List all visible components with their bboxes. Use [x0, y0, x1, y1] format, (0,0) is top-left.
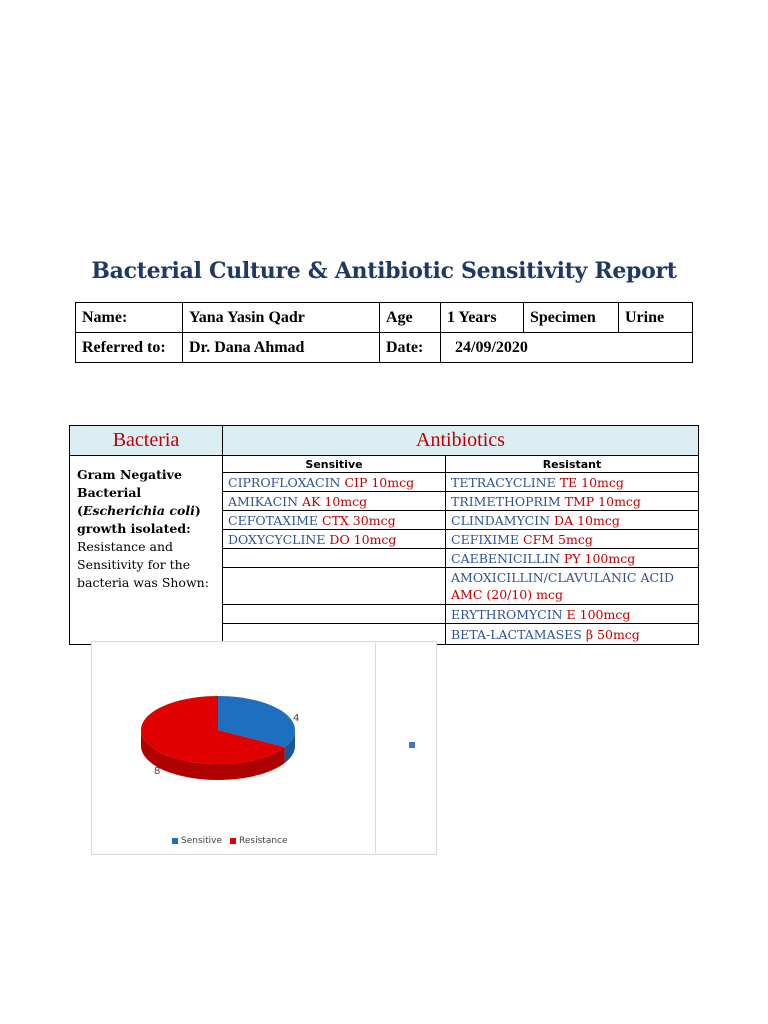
antibiotic-name: ERYTHROMYCIN [451, 606, 567, 622]
antibiotic-code: PY 100mcg [563, 550, 636, 566]
name-label: Name: [76, 303, 183, 333]
resistant-cell [446, 530, 699, 549]
antibiotic-name: CLINDAMYCIN [451, 512, 555, 528]
abx-header-row [70, 426, 699, 456]
specimen-label: Specimen [524, 303, 619, 333]
patient-row-2 [76, 333, 693, 363]
legend-item-resistance [230, 836, 288, 846]
antibiotic-name: TETRACYCLINE [451, 474, 560, 490]
bacteria-desc-paren: ( [77, 503, 83, 518]
antibiotic-code: TMP 10mcg [564, 493, 641, 509]
pie-chart [140, 690, 330, 810]
name-value: Yana Yasin Qadr [183, 303, 380, 333]
antibiotic-name: CEFOTAXIME [228, 512, 323, 528]
sensitive-cell [223, 530, 446, 549]
antibiotic-code: CIP 10mcg [344, 474, 415, 490]
report-title: Bacterial Culture & Antibiotic Sensitivity Report [91, 258, 677, 284]
antibiotic-name: AMIKACIN [228, 493, 303, 509]
antibiotic-name: CIPROFLOXACIN [228, 474, 345, 490]
specimen-value: Urine [619, 303, 693, 333]
date-value: 24/09/2020 [441, 333, 693, 363]
sensitive-cell-empty [223, 568, 446, 605]
antibiotic-code: CFM 5mcg [523, 531, 593, 547]
antibiotic-name: TRIMETHOPRIM [451, 493, 565, 509]
resistant-cell [446, 473, 699, 492]
chart-legend [172, 836, 288, 846]
antibiotics-header: Antibiotics [223, 426, 699, 456]
resistant-cell [446, 624, 699, 645]
pie-label-sensitive: 4 [293, 713, 300, 724]
sensitive-cell-empty [223, 549, 446, 568]
age-label: Age [380, 303, 441, 333]
bacteria-header: Bacteria [70, 426, 223, 456]
antibiotic-code: β 50mcg [585, 626, 640, 642]
date-label: Date: [380, 333, 441, 363]
legend-item-sensitive [172, 836, 222, 846]
referred-label: Referred to: [76, 333, 183, 363]
referred-value: Dr. Dana Ahmad [183, 333, 380, 363]
patient-row-1 [76, 303, 693, 333]
legend-swatch-resistance [230, 838, 236, 844]
antibiotic-name: AMOXICILLIN/CLAVULANIC ACID [451, 570, 675, 585]
sensitive-cell [223, 492, 446, 511]
legend-label-resistance: Resistance [239, 836, 288, 846]
sensitive-header: Sensitive [223, 456, 446, 473]
resistant-cell [446, 492, 699, 511]
organism-name: Escherichia coli [82, 503, 195, 518]
antibiotic-name: CAEBENICILLIN [451, 550, 564, 566]
bacteria-description [70, 456, 223, 645]
antibiotic-code: DA 10mcg [554, 512, 620, 528]
resistant-cell [446, 511, 699, 530]
antibiotic-code: AMC (20/10) mcg [451, 587, 563, 602]
legend-swatch-sensitive [172, 838, 178, 844]
sensitive-cell [223, 511, 446, 530]
resistant-cell [446, 549, 699, 568]
abx-subheader-row [70, 456, 699, 473]
bacteria-desc-close: ) [194, 503, 201, 518]
bacteria-desc-line1: Gram Negative Bacterial [77, 467, 182, 500]
legend-marker-icon [409, 742, 415, 748]
bacteria-desc-line3: Resistance and Sensitivity for the bacteria was Shown: [77, 539, 209, 590]
chart-divider [375, 641, 376, 853]
resistant-cell [446, 568, 699, 605]
sensitive-cell-empty [223, 605, 446, 624]
antibiotic-name: CEFIXIME [451, 531, 524, 547]
antibiotic-table [69, 425, 699, 645]
resistant-header: Resistant [446, 456, 699, 473]
antibiotic-code: CTX 30mcg [322, 512, 396, 528]
bacteria-desc-line2: growth isolated: [77, 521, 191, 536]
patient-info-table [75, 302, 693, 363]
antibiotic-name: DOXYCYCLINE [228, 531, 330, 547]
antibiotic-name: BETA-LACTAMASES [451, 626, 586, 642]
antibiotic-code: DO 10mcg [329, 531, 397, 547]
antibiotic-code: AK 10mcg [302, 493, 368, 509]
resistant-cell [446, 605, 699, 624]
age-value: 1 Years [441, 303, 524, 333]
antibiotic-code: TE 10mcg [559, 474, 624, 490]
pie-label-resistance: 8 [154, 766, 161, 777]
sensitive-cell [223, 473, 446, 492]
legend-label-sensitive: Sensitive [181, 836, 223, 846]
antibiotic-code: E 100mcg [566, 606, 631, 622]
